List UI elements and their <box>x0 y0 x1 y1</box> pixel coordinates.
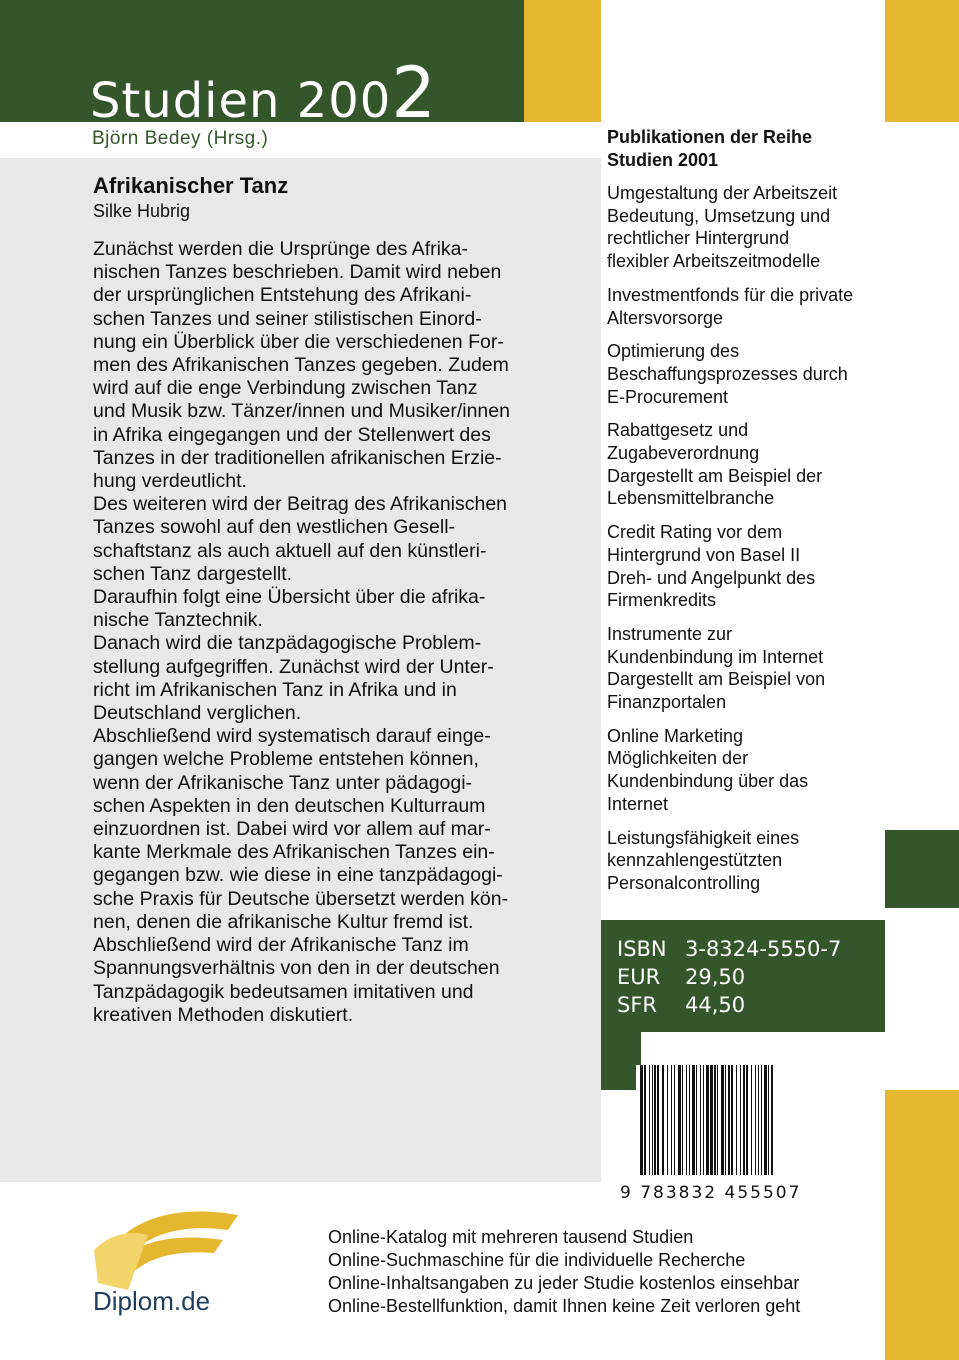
service-item: Online-Bestellfunktion, damit Ihnen keine Zeit verloren geht <box>328 1296 801 1316</box>
barcode-image <box>636 1065 781 1175</box>
gold-strip-right-top <box>885 0 959 122</box>
barcode-bar <box>686 1065 687 1175</box>
barcode-bar <box>703 1065 704 1175</box>
barcode-bar <box>714 1065 716 1175</box>
barcode-bar <box>667 1065 668 1175</box>
barcode-bar <box>700 1065 701 1175</box>
publication-item: Online Marketing Möglichkeiten der Kundenbindung über das Internet <box>607 725 809 814</box>
green-accent-block <box>885 830 959 908</box>
isbn-row <box>617 935 841 963</box>
barcode-bar <box>761 1065 762 1175</box>
service-item: Online-Inhaltsangaben zu jeder Studie kostenlos einsehbar <box>328 1273 800 1293</box>
barcode-bar <box>758 1065 759 1175</box>
barcode-bar <box>662 1065 664 1175</box>
isbn-value: 3-8324-5550-7 <box>685 937 842 961</box>
isbn-label: ISBN <box>617 937 667 961</box>
barcode-bar <box>692 1065 695 1175</box>
publication-item: Optimierung des Beschaffungsprozesses durch E-Procurement <box>607 341 848 407</box>
barcode-bar <box>717 1065 718 1175</box>
barcode-bar <box>751 1065 752 1175</box>
barcode-bar <box>740 1065 741 1175</box>
publication-item: Instrumente zur Kundenbindung im Internet Dargestellt am Beispiel von Finanzportalen <box>607 623 826 713</box>
service-item: Online-Katalog mit mehreren tausend Studien <box>328 1227 694 1247</box>
sfr-label: SFR <box>617 993 658 1017</box>
barcode-bar <box>728 1065 730 1175</box>
barcode-bar <box>706 1065 709 1175</box>
publication-item: Leistungsfähigkeit eines kennzahlengestützten Personalcontrolling <box>607 827 800 893</box>
publications-list <box>607 182 887 906</box>
book-abstract: Zunächst werden die Ursprünge des Afrika- nischen Tanzes beschrieben. Damit wird neben der ursprünglichen Entstehung des Afrikani- schen Tanzes und seiner stilistischen Einord- nung ein Überblick über die verschiedenen For- men des Afrikanischen Tanzes gegeben. Zudem wird auf die enge Verbindung zwischen Tanz und Musik bzw. Tänzer/innen und Musiker/innen in Afrika eingegangen und der Stellenwert des Tanzes in der traditionellen afrikanischen Erzie- hung verdeutlicht. Des weiteren wird der Beitrag des Afrikanischen Tanzes sowohl auf den westlichen Gesell- schaftstanz als auch aktuell auf den künstleri- schen Tanz dargestellt. Daraufhin folgt eine Übersicht über die afrika- nische Tanztechnik. Danach wird die tanzpädagogische Problem- stellung aufgegriffen. Zunächst wird der Unter- richt im Afrikanischen Tanz in Afrika und in Deutschland verglichen. Abschließend wird systematisch darauf einge- gangen welche Probleme entstehen können, wenn der Afrikanische Tanz unter pädagogi- schen Aspekten in den deutschen Kulturraum einzuordnen ist. Dabei wird vor allem auf mar- kante Merkmale des Afrikanischen Tanzes ein- gegangen bzw. wie diese in eine tanzpädagogi- sche Praxis für Deutsche übersetzt werden kön- nen, denen die afrikanische Kultur fremd ist. Abschließend wird der Afrikanische Tanz im Spannungsverhältnis von den in der deutschen Tanzpädagogik bedeutsamen imitativen und kreativen Methoden diskutiert. <box>93 238 510 1026</box>
barcode-bar <box>731 1065 733 1175</box>
barcode-digits: 9 783832 455507 <box>620 1183 802 1203</box>
publication-item: Umgestaltung der Arbeitszeit Bedeutung, Umsetzung und rechtlicher Hintergrund flexibler Arbeitszeitmodelle <box>607 183 838 272</box>
barcode-bar <box>654 1065 656 1175</box>
barcode-bar <box>721 1065 724 1175</box>
barcode-bar <box>746 1065 748 1175</box>
barcode-bar <box>678 1065 681 1175</box>
barcode-bar <box>652 1065 653 1175</box>
barcode-bar <box>725 1065 726 1175</box>
green-accent-lower <box>601 1032 641 1090</box>
barcode-bar <box>771 1065 773 1175</box>
service-list <box>328 1226 800 1318</box>
eur-label: EUR <box>617 965 661 989</box>
service-item: Online-Suchmaschine für die individuelle Recherche <box>328 1250 746 1270</box>
price-info <box>617 935 841 1019</box>
barcode-bar <box>689 1065 690 1175</box>
barcode-bar <box>710 1065 713 1175</box>
barcode-bar <box>768 1065 769 1175</box>
gold-strip-top <box>524 0 601 122</box>
series-title-prefix: Studien 200 <box>90 73 392 129</box>
eur-value: 29,50 <box>685 965 746 989</box>
logo-text: Diplom.de <box>93 1286 211 1316</box>
publications-heading: Publikationen der Reihe Studien 2001 <box>607 127 813 170</box>
barcode-bar <box>640 1065 643 1175</box>
barcode-bar <box>736 1065 737 1175</box>
book-title: Afrikanischer Tanz <box>93 173 289 198</box>
barcode-bar <box>657 1065 659 1175</box>
barcode-bar <box>644 1065 646 1175</box>
publication-item: Credit Rating vor dem Hintergrund von Basel II Dreh- und Angelpunkt des Firmenkredits <box>607 522 816 611</box>
barcode-bar <box>696 1065 697 1175</box>
gold-strip-right-bottom <box>885 1090 959 1360</box>
editor-name: Björn Bedey (Hrsg.) <box>92 128 269 149</box>
barcode-bar <box>743 1065 745 1175</box>
barcode-bar <box>755 1065 756 1175</box>
sfr-value: 44,50 <box>685 993 746 1017</box>
eur-row <box>617 963 841 991</box>
series-title <box>90 52 436 134</box>
publication-item: Rabattgesetz und Zugabeverordnung Dargestellt am Beispiel der Lebensmittelbranche <box>607 420 823 509</box>
publication-item: Investmentfonds für die private Altersvorsorge <box>607 284 854 328</box>
barcode-bar <box>649 1065 650 1175</box>
barcode-bar <box>682 1065 683 1175</box>
barcode-bar <box>764 1065 767 1175</box>
series-title-suffix: 2 <box>391 52 436 134</box>
sfr-row <box>617 991 841 1019</box>
barcode-bar <box>674 1065 675 1175</box>
barcode-bar <box>671 1065 672 1175</box>
book-author: Silke Hubrig <box>93 201 191 221</box>
